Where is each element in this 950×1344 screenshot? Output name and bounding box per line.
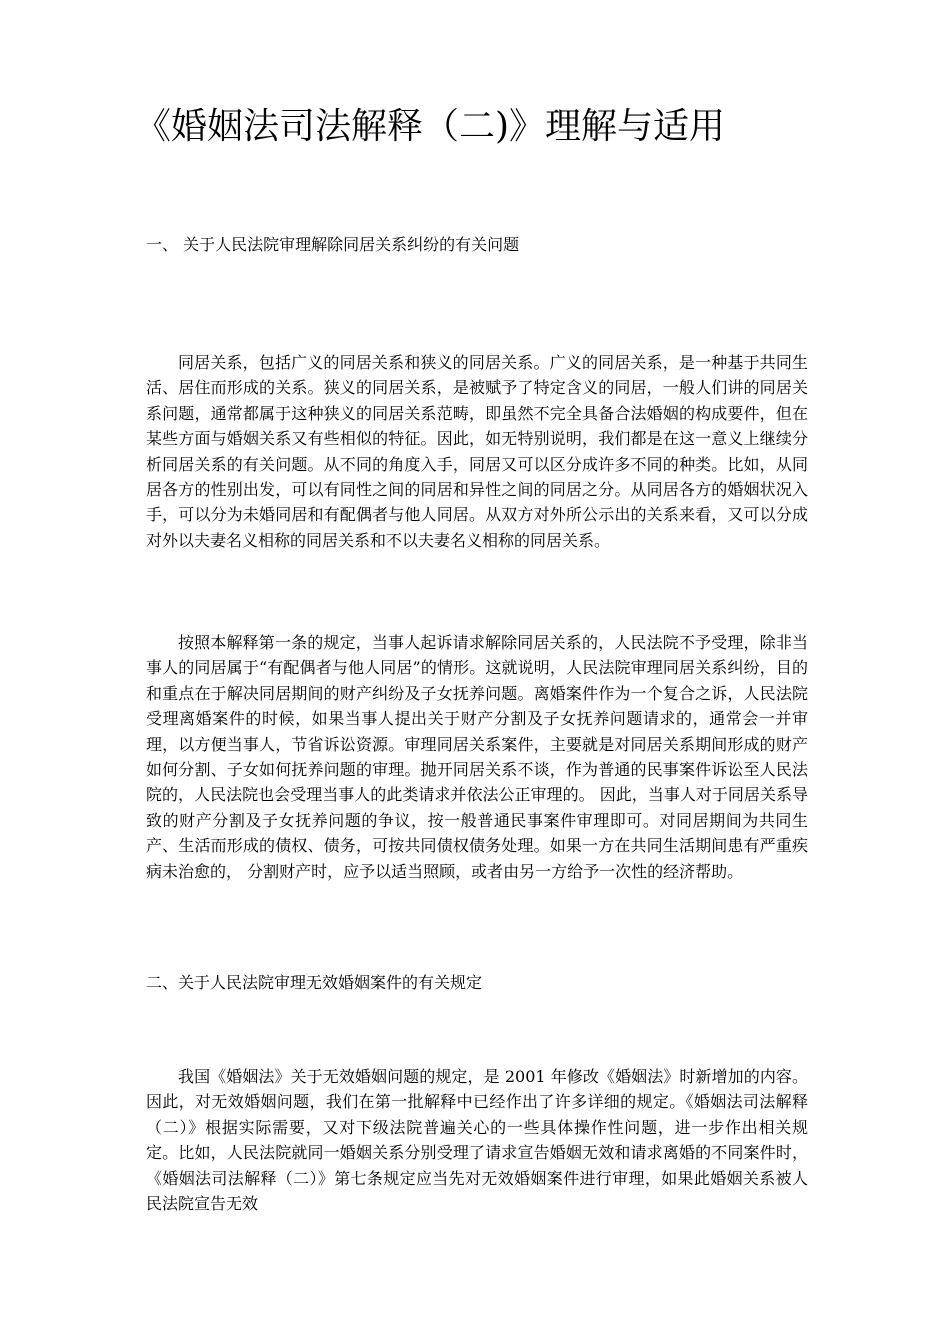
document-title: 《婚姻法司法解释（二)》理解与适用 (135, 106, 726, 147)
paragraph-2: 按照本解释第一条的规定，当事人起诉请求解除同居关系的，人民法院不予受理，除非当事人的同居属于“有配偶者与他人同居”的情形。这就说明，人民法院审理同居关系纠纷，目的和重点在于解决同居期间的财产纠纷及子女抚养问题。离婚案件作为一个复合之诉，人民法院受理离婚案件的时候，如果当事人提出关于财产分割及子女抚养问题请求的，通常会一并审理，以方便当事人，节省诉讼资源。审理同居关系案件，主要就是对同居关系期间形成的财产如何分割、子女如何抚养问题的审理。抛开同居关系不谈，作为普通的民事案件诉讼至人民法院的，人民法院也会受理当事人的此类请求并依法公正审理的。 因此，当事人对于同居关系导致的财产分割及子女抚养问题的争议，按一般普通民事案件审理即可。对同居期间为共同生产、生活而形成的债权、债务，可按共同债权债务处理。如果一方在共同生活期间患有严重疾病未治愈的， 分割财产时，应予以适当照顾，或者由另一方给予一次性的经济帮助。 (146, 633, 808, 881)
section-heading-1: 一、 关于人民法院审理解除同居关系纠纷的有关问题 (146, 235, 520, 254)
section-heading-2: 二、关于人民法院审理无效婚姻案件的有关规定 (146, 973, 483, 992)
paragraph-3: 我国《婚姻法》关于无效婚姻问题的规定，是 2001 年修改《婚姻法》时新增加的内容。因此，对无效婚姻问题，我们在第一批解释中已经作出了许多详细的规定。《婚姻法司法解释（二）》根据实际需要，又对下级法院普遍关心的一些具体操作性问题，进一步作出相关规定。比如，人民法院就同一婚姻关系分别受理了请求宣告婚姻无效和请求离婚的不同案件时，《婚姻法司法解释（二）》第七条规定应当先对无效婚姻案件进行审理，如果此婚姻关系被人民法院宣告无效 (146, 1067, 808, 1214)
paragraph-1: 同居关系，包括广义的同居关系和狭义的同居关系。广义的同居关系，是一种基于共同生活、居住而形成的关系。狭义的同居关系，是被赋予了特定含义的同居，一般人们讲的同居关系问题，通常都属于这种狭义的同居关系范畴，即虽然不完全具备合法婚姻的构成要件，但在某些方面与婚姻关系又有些相似的特征。因此，如无特别说明，我们都是在这一意义上继续分析同居关系的有关问题。从不同的角度入手，同居又可以区分成许多不同的种类。比如，从同居各方的性别出发，可以有同性之间的同居和异性之间的同居之分。从同居各方的婚姻状况入手，可以分为未婚同居和有配偶者与他人同居。从双方对外所公示出的关系来看，又可以分成对外以夫妻名义相称的同居关系和不以夫妻名义相称的同居关系。 (146, 353, 808, 550)
